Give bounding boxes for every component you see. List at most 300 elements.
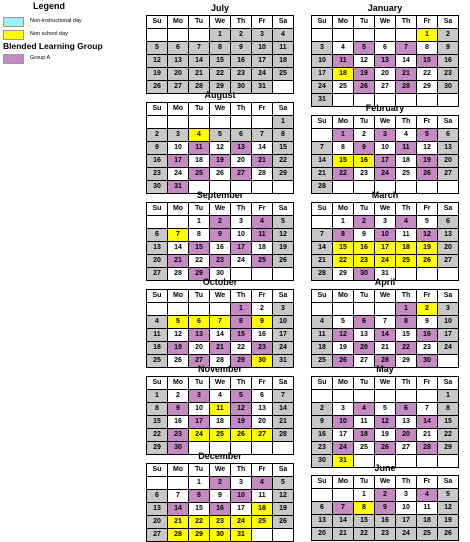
day-cell: 6: [147, 490, 168, 503]
day-cell: 19: [438, 515, 459, 528]
weekday-header: Su: [312, 16, 333, 29]
day-cell: 17: [333, 429, 354, 442]
week-row: [147, 29, 294, 42]
day-cell: 28: [375, 355, 396, 368]
day-cell: 5: [438, 489, 459, 502]
day-cell: [312, 216, 333, 229]
week-row: [147, 129, 294, 142]
day-cell: 8: [210, 42, 231, 55]
day-cell: 14: [273, 403, 294, 416]
day-cell: 23: [147, 168, 168, 181]
day-cell: 24: [375, 168, 396, 181]
weekday-header: Mo: [168, 377, 189, 390]
day-cell: 28: [168, 529, 189, 542]
day-cell: 3: [375, 129, 396, 142]
day-cell: 16: [252, 329, 273, 342]
day-cell: 4: [354, 403, 375, 416]
month-title: December: [198, 451, 242, 461]
day-cell: 30: [231, 81, 252, 94]
day-cell: 2: [252, 303, 273, 316]
day-cell: 23: [312, 442, 333, 455]
day-cell: 17: [231, 242, 252, 255]
day-cell: 5: [273, 216, 294, 229]
day-cell: 21: [417, 429, 438, 442]
day-cell: 26: [438, 528, 459, 541]
day-cell: 9: [354, 229, 375, 242]
weekday-header-row: [312, 377, 459, 390]
day-cell: 14: [417, 416, 438, 429]
week-row: [312, 242, 459, 255]
day-cell: [375, 29, 396, 42]
week-row: [312, 342, 459, 355]
day-cell: 20: [438, 242, 459, 255]
day-cell: 29: [147, 442, 168, 455]
day-cell: 29: [396, 355, 417, 368]
day-cell: 14: [210, 329, 231, 342]
day-cell: 6: [252, 390, 273, 403]
day-cell: 16: [354, 242, 375, 255]
day-cell: 18: [333, 68, 354, 81]
week-row: [312, 216, 459, 229]
day-cell: 17: [312, 68, 333, 81]
day-cell: 11: [273, 42, 294, 55]
day-cell: 6: [147, 229, 168, 242]
day-cell: 16: [417, 329, 438, 342]
week-row: [147, 68, 294, 81]
weekday-header: Th: [396, 203, 417, 216]
day-cell: 22: [333, 255, 354, 268]
weekday-header: Mo: [333, 16, 354, 29]
week-row: [312, 502, 459, 515]
weekday-header: Mo: [168, 16, 189, 29]
day-cell: 17: [375, 242, 396, 255]
day-cell: 10: [396, 502, 417, 515]
day-cell: 18: [189, 155, 210, 168]
day-cell: [168, 303, 189, 316]
day-cell: 15: [396, 329, 417, 342]
week-row: [312, 42, 459, 55]
weekday-header: Fr: [252, 290, 273, 303]
day-cell: [375, 390, 396, 403]
weekday-header: Tu: [354, 377, 375, 390]
weekday-header: Sa: [438, 476, 459, 489]
weekday-header: Th: [396, 116, 417, 129]
day-cell: 3: [189, 390, 210, 403]
week-row: [147, 503, 294, 516]
day-cell: 21: [189, 68, 210, 81]
day-cell: 14: [252, 142, 273, 155]
day-cell: 16: [210, 503, 231, 516]
day-cell: 7: [210, 316, 231, 329]
day-cell: 26: [417, 168, 438, 181]
day-cell: [147, 116, 168, 129]
month-grid: [311, 202, 459, 281]
day-cell: 2: [168, 390, 189, 403]
day-cell: 22: [333, 168, 354, 181]
weekday-header: We: [375, 377, 396, 390]
day-cell: 20: [189, 342, 210, 355]
week-row: [312, 429, 459, 442]
month-title: September: [196, 190, 244, 200]
day-cell: 9: [231, 42, 252, 55]
weekday-header: Sa: [273, 16, 294, 29]
day-cell: 18: [273, 55, 294, 68]
day-cell: 7: [333, 502, 354, 515]
weekday-header: Su: [312, 290, 333, 303]
day-cell: 31: [312, 94, 333, 107]
day-cell: 2: [147, 129, 168, 142]
weekday-header: Sa: [273, 377, 294, 390]
day-cell: [168, 477, 189, 490]
weekday-header: Fr: [417, 476, 438, 489]
day-cell: 11: [396, 229, 417, 242]
week-row: [147, 255, 294, 268]
day-cell: 9: [312, 416, 333, 429]
day-cell: 6: [231, 129, 252, 142]
day-cell: [312, 29, 333, 42]
day-cell: 1: [333, 129, 354, 142]
day-cell: 6: [438, 216, 459, 229]
weekday-header: Fr: [417, 377, 438, 390]
day-cell: 29: [189, 529, 210, 542]
day-cell: 28: [189, 81, 210, 94]
legend-title: Legend: [32, 1, 65, 11]
weekday-header: Th: [396, 377, 417, 390]
day-cell: 26: [168, 355, 189, 368]
day-cell: 16: [231, 55, 252, 68]
day-cell: 9: [375, 502, 396, 515]
day-cell: 10: [375, 142, 396, 155]
day-cell: 26: [333, 355, 354, 368]
day-cell: 15: [333, 242, 354, 255]
day-cell: 9: [210, 229, 231, 242]
week-row: [147, 516, 294, 529]
weekday-header: Th: [396, 290, 417, 303]
day-cell: 9: [438, 42, 459, 55]
day-cell: 30: [417, 355, 438, 368]
day-cell: [354, 390, 375, 403]
day-cell: [333, 303, 354, 316]
day-cell: [147, 29, 168, 42]
weekday-header-row: [312, 16, 459, 29]
weekday-header-row: [312, 290, 459, 303]
day-cell: 12: [354, 55, 375, 68]
week-row: [147, 416, 294, 429]
day-cell: 20: [168, 68, 189, 81]
day-cell: 20: [147, 255, 168, 268]
day-cell: 16: [168, 416, 189, 429]
day-cell: 20: [231, 155, 252, 168]
day-cell: 24: [375, 255, 396, 268]
month-grid: [146, 102, 294, 194]
week-row: [147, 429, 294, 442]
day-cell: 25: [396, 168, 417, 181]
weekday-header-row: [147, 103, 294, 116]
day-cell: 24: [333, 442, 354, 455]
day-cell: 15: [438, 416, 459, 429]
weekday-header: Tu: [354, 290, 375, 303]
weekday-header: Su: [312, 116, 333, 129]
legend: [0, 0, 140, 80]
month-grid: [311, 475, 459, 541]
day-cell: 4: [252, 477, 273, 490]
day-cell: 21: [312, 255, 333, 268]
weekday-header: Su: [312, 377, 333, 390]
day-cell: 10: [312, 55, 333, 68]
day-cell: 23: [417, 342, 438, 355]
day-cell: 4: [210, 390, 231, 403]
week-row: [312, 403, 459, 416]
day-cell: 22: [273, 155, 294, 168]
day-cell: 8: [333, 142, 354, 155]
weekday-header: We: [210, 203, 231, 216]
day-cell: 5: [210, 129, 231, 142]
day-cell: 1: [231, 303, 252, 316]
day-cell: 13: [147, 503, 168, 516]
day-cell: 4: [312, 316, 333, 329]
weekday-header: Fr: [252, 377, 273, 390]
day-cell: 24: [396, 528, 417, 541]
day-cell: 22: [147, 429, 168, 442]
day-cell: 14: [312, 242, 333, 255]
day-cell: 23: [210, 516, 231, 529]
day-cell: 12: [333, 329, 354, 342]
day-cell: 23: [231, 68, 252, 81]
day-cell: 16: [210, 242, 231, 255]
day-cell: 15: [231, 329, 252, 342]
day-cell: 30: [438, 81, 459, 94]
day-cell: [189, 29, 210, 42]
weekday-header: Tu: [354, 203, 375, 216]
day-cell: 11: [147, 329, 168, 342]
day-cell: 14: [312, 155, 333, 168]
day-cell: 7: [168, 229, 189, 242]
day-cell: 6: [396, 403, 417, 416]
day-cell: 19: [417, 155, 438, 168]
day-cell: 19: [417, 242, 438, 255]
day-cell: 8: [354, 502, 375, 515]
weekday-header: Fr: [252, 464, 273, 477]
month-title: May: [376, 364, 394, 374]
day-cell: 9: [354, 142, 375, 155]
day-cell: 31: [252, 81, 273, 94]
day-cell: [252, 529, 273, 542]
weekday-header: Su: [147, 464, 168, 477]
day-cell: 20: [312, 528, 333, 541]
day-cell: 22: [396, 342, 417, 355]
day-cell: 25: [396, 255, 417, 268]
day-cell: 7: [312, 142, 333, 155]
day-cell: 1: [417, 29, 438, 42]
day-cell: 5: [147, 42, 168, 55]
day-cell: 1: [438, 390, 459, 403]
weekday-header: Tu: [354, 476, 375, 489]
day-cell: 28: [168, 268, 189, 281]
day-cell: 24: [312, 81, 333, 94]
day-cell: 2: [417, 303, 438, 316]
day-cell: 12: [417, 229, 438, 242]
legend-label: Group A: [30, 55, 51, 61]
weekday-header: We: [375, 476, 396, 489]
week-row: [147, 390, 294, 403]
day-cell: [168, 116, 189, 129]
blended-learning-title: Blended Learning Group: [3, 41, 103, 51]
month-grid: [146, 15, 294, 94]
day-cell: 28: [312, 181, 333, 194]
day-cell: 25: [417, 528, 438, 541]
legend-item-group-a: [0, 54, 140, 64]
weekday-header: Th: [396, 16, 417, 29]
day-cell: [417, 390, 438, 403]
week-row: [147, 155, 294, 168]
weekday-header: Sa: [273, 464, 294, 477]
day-cell: 30: [168, 442, 189, 455]
weekday-header: Tu: [189, 290, 210, 303]
day-cell: 19: [168, 342, 189, 355]
week-row: [312, 55, 459, 68]
day-cell: [147, 216, 168, 229]
weekday-header: Th: [231, 464, 252, 477]
day-cell: [147, 477, 168, 490]
day-cell: 18: [210, 416, 231, 429]
day-cell: 25: [252, 516, 273, 529]
week-row: [147, 168, 294, 181]
day-cell: 24: [273, 342, 294, 355]
week-row: [312, 68, 459, 81]
day-cell: 11: [354, 416, 375, 429]
weekday-header: Mo: [168, 103, 189, 116]
day-cell: 12: [147, 55, 168, 68]
day-cell: 12: [417, 142, 438, 155]
day-cell: 22: [438, 429, 459, 442]
day-cell: 24: [438, 342, 459, 355]
day-cell: 3: [231, 477, 252, 490]
day-cell: [312, 129, 333, 142]
day-cell: 23: [375, 528, 396, 541]
week-row: [147, 329, 294, 342]
week-row: [147, 229, 294, 242]
day-cell: 21: [396, 68, 417, 81]
day-cell: 1: [354, 489, 375, 502]
weekday-header: Mo: [168, 203, 189, 216]
day-cell: 13: [312, 515, 333, 528]
day-cell: 11: [210, 403, 231, 416]
day-cell: 18: [417, 515, 438, 528]
day-cell: 9: [252, 316, 273, 329]
day-cell: [396, 390, 417, 403]
day-cell: 8: [231, 316, 252, 329]
day-cell: 31: [375, 268, 396, 281]
day-cell: 30: [210, 268, 231, 281]
day-cell: 3: [231, 216, 252, 229]
month-title: February: [365, 103, 405, 113]
day-cell: 31: [168, 181, 189, 194]
weekday-header: Mo: [333, 203, 354, 216]
day-cell: 20: [252, 416, 273, 429]
day-cell: 26: [147, 81, 168, 94]
week-row: [312, 81, 459, 94]
day-cell: 5: [417, 216, 438, 229]
month-grid: [146, 289, 294, 368]
day-cell: 22: [189, 516, 210, 529]
weekday-header: Fr: [417, 290, 438, 303]
day-cell: 29: [231, 355, 252, 368]
day-cell: 28: [273, 429, 294, 442]
weekday-header-row: [147, 203, 294, 216]
weekday-header: Fr: [417, 116, 438, 129]
week-row: [147, 55, 294, 68]
day-cell: 2: [375, 489, 396, 502]
day-cell: 17: [396, 515, 417, 528]
month-grid: [311, 115, 459, 194]
day-cell: 3: [396, 489, 417, 502]
day-cell: [168, 216, 189, 229]
day-cell: 21: [375, 342, 396, 355]
day-cell: 1: [273, 116, 294, 129]
day-cell: 21: [252, 155, 273, 168]
day-cell: 13: [438, 142, 459, 155]
weekday-header: Sa: [438, 16, 459, 29]
weekday-header-row: [312, 203, 459, 216]
day-cell: 7: [189, 42, 210, 55]
weekday-header: We: [375, 290, 396, 303]
day-cell: 13: [168, 55, 189, 68]
week-row: [312, 168, 459, 181]
weekday-header: Tu: [189, 464, 210, 477]
day-cell: 12: [273, 229, 294, 242]
day-cell: 11: [252, 229, 273, 242]
day-cell: 28: [252, 168, 273, 181]
day-cell: 23: [438, 68, 459, 81]
legend-label: Non-instructional day: [30, 18, 82, 24]
day-cell: [354, 303, 375, 316]
day-cell: 19: [147, 68, 168, 81]
day-cell: 18: [147, 342, 168, 355]
day-cell: 14: [168, 242, 189, 255]
day-cell: 27: [231, 168, 252, 181]
month-grid: [311, 15, 459, 107]
day-cell: 29: [189, 268, 210, 281]
day-cell: 2: [312, 403, 333, 416]
day-cell: [231, 116, 252, 129]
day-cell: 11: [252, 490, 273, 503]
weekday-header: We: [375, 16, 396, 29]
day-cell: 3: [312, 42, 333, 55]
week-row: [312, 528, 459, 541]
day-cell: 17: [252, 55, 273, 68]
weekday-header: Mo: [333, 116, 354, 129]
day-cell: 25: [312, 355, 333, 368]
day-cell: 29: [417, 81, 438, 94]
day-cell: 31: [231, 529, 252, 542]
day-cell: 7: [417, 403, 438, 416]
day-cell: 29: [438, 442, 459, 455]
month-title: January: [367, 3, 403, 13]
day-cell: 31: [273, 355, 294, 368]
weekday-header: Sa: [273, 290, 294, 303]
day-cell: 20: [396, 429, 417, 442]
day-cell: 5: [333, 316, 354, 329]
day-cell: 24: [168, 168, 189, 181]
day-cell: [312, 489, 333, 502]
week-row: [147, 403, 294, 416]
day-cell: 27: [189, 355, 210, 368]
day-cell: 25: [333, 81, 354, 94]
day-cell: 30: [210, 529, 231, 542]
weekday-header: Th: [231, 16, 252, 29]
weekday-header: We: [210, 464, 231, 477]
weekday-header: Sa: [273, 203, 294, 216]
